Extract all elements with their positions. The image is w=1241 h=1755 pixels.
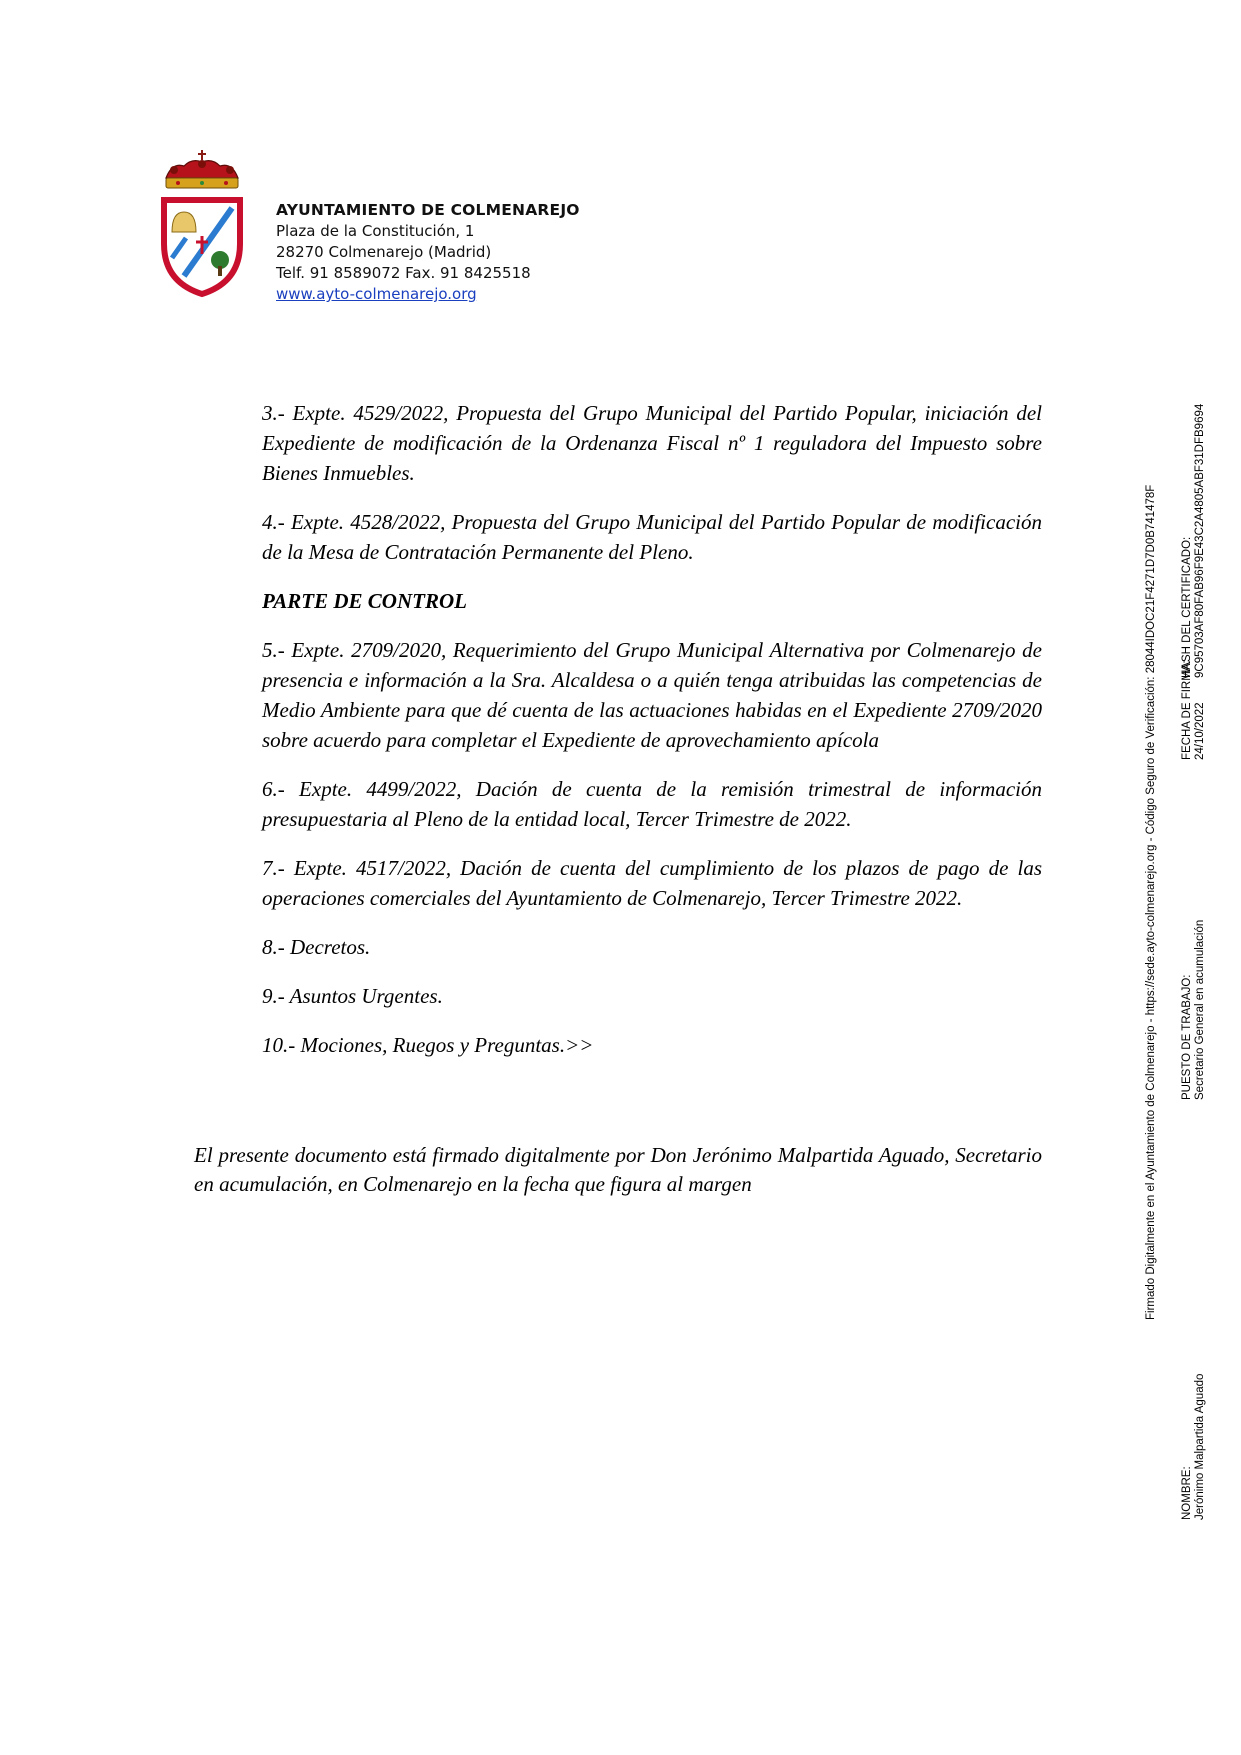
- signer-name-block: [1181, 1374, 1206, 1520]
- agenda-body: [262, 398, 1042, 1079]
- address-line-2: 28270 Colmenarejo (Madrid): [276, 243, 492, 261]
- agenda-item-7: 7.- Expte. 4517/2022, Dación de cuenta del cumplimiento de los plazos de pago de las operaciones comerciales del Ayuntamiento de Colmenarejo, Tercer Trimestre 2022.: [262, 856, 1042, 910]
- letterhead: [276, 200, 580, 305]
- agenda-item-9: 9.- Asuntos Urgentes.: [262, 984, 443, 1008]
- signature-date-value: 24/10/2022: [1193, 702, 1206, 760]
- agenda-item-3: 3.- Expte. 4529/2022, Propuesta del Grupo Municipal del Partido Popular, iniciación del Expediente de modificación de la Ordenanza Fiscal nº 1 reguladora del Impuesto sobre Bienes Inmuebles.: [262, 401, 1042, 485]
- agenda-item-6: 6.- Expte. 4499/2022, Dación de cuenta de la remisión trimestral de información presupuestaria al Pleno de la entidad local, Tercer Trimestre de 2022.: [262, 777, 1042, 831]
- signer-post-label: PUESTO DE TRABAJO:: [1181, 974, 1193, 1100]
- closing-statement: El presente documento está firmado digitalmente por Don Jerónimo Malpartida Aguado, Secretario en acumulación, en Colmenarejo en la fecha que figura al margen: [194, 1143, 1042, 1196]
- signature-margin: [1145, 403, 1206, 1520]
- verification-footer: Firmado Digitalmente en el Ayuntamiento de Colmenarejo - https://sede.ayto-colmenarejo.org - Código Seguro de Verificación: 28044IDOC21F4271D7D0B741478F: [1145, 484, 1157, 1320]
- agenda-item-4: 4.- Expte. 4528/2022, Propuesta del Grupo Municipal del Partido Popular de modificación de la Mesa de Contratación Permanente del Pleno.: [262, 510, 1042, 564]
- signer-post-value: Secretario General en acumulación: [1193, 919, 1206, 1100]
- certificate-hash-value: 9C95703AF80FAB96F9E43C2A4805ABF31DFB9694: [1193, 403, 1206, 678]
- signature-date-label: FECHA DE FIRMA:: [1181, 660, 1193, 760]
- certificate-hash-label: HASH DEL CERTIFICADO:: [1181, 536, 1193, 678]
- signer-name-value: Jerónimo Malpartida Aguado: [1193, 1373, 1206, 1520]
- signer-name-label: NOMBRE:: [1181, 1466, 1193, 1520]
- crown-icon: [166, 150, 238, 188]
- shield-icon: [164, 200, 240, 294]
- section-heading-control: PARTE DE CONTROL: [262, 589, 467, 613]
- agenda-item-10: 10.- Mociones, Ruegos y Preguntas.>>: [262, 1033, 594, 1057]
- agenda-item-8: 8.- Decretos.: [262, 935, 371, 959]
- phone-fax: Telf. 91 8589072 Fax. 91 8425518: [276, 264, 531, 282]
- certificate-hash-block: [1181, 404, 1206, 678]
- municipal-crest-logo: [158, 148, 246, 298]
- organization-name: AYUNTAMIENTO DE COLMENAREJO: [276, 201, 580, 219]
- signer-post-block: [1181, 920, 1206, 1100]
- address-line-1: Plaza de la Constitución, 1: [276, 222, 475, 240]
- website-link[interactable]: www.ayto-colmenarejo.org: [276, 285, 477, 303]
- agenda-item-5: 5.- Expte. 2709/2020, Requerimiento del Grupo Municipal Alternativa por Colmenarejo de presencia e información a la Sra. Alcaldesa o a quién tenga atribuidas las competencias de Medio Ambiente para que dé cuenta de las actuaciones habidas en el Expediente 2709/2020 sobre acuerdo para completar el Expediente de aprovechamiento apícola: [262, 638, 1042, 752]
